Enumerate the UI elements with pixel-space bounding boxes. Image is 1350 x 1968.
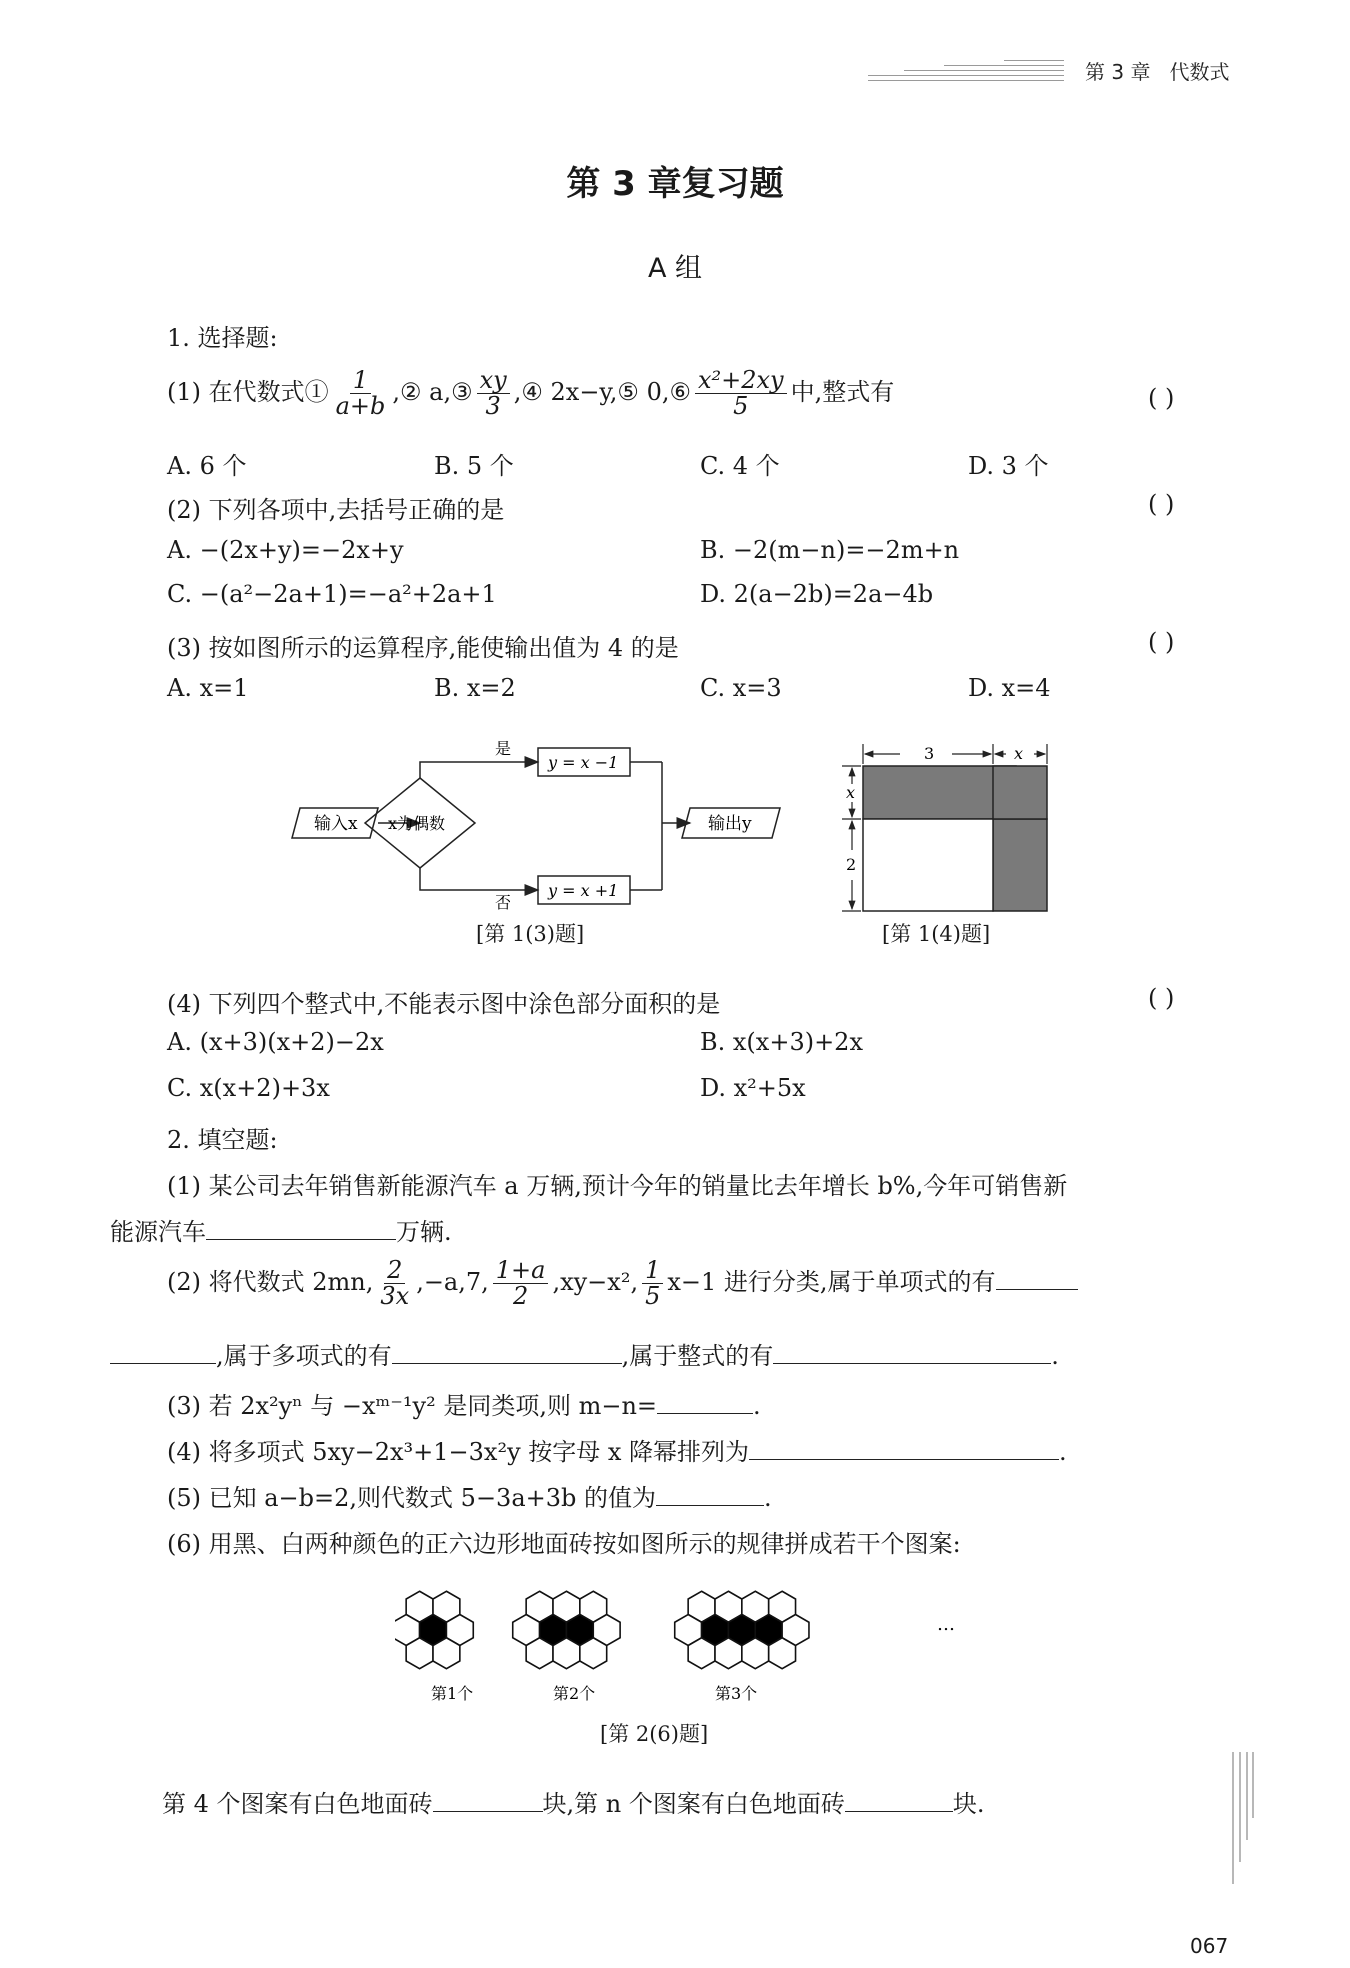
answer-paren[interactable]: ( ) bbox=[1148, 628, 1175, 656]
answer-blank[interactable] bbox=[110, 1341, 216, 1364]
white-tile bbox=[688, 1638, 715, 1669]
header-section: 代数式 bbox=[1169, 60, 1230, 84]
answer-paren[interactable]: ( ) bbox=[1148, 984, 1175, 1012]
option-c[interactable]: C. −(a²−2a+1)=−a²+2a+1 bbox=[167, 580, 497, 608]
dim-width-x: x bbox=[1014, 744, 1024, 763]
option-b[interactable]: B. x=2 bbox=[434, 674, 516, 702]
fraction: $\frac{xy}{3}$ bbox=[477, 368, 510, 419]
white-tile bbox=[715, 1638, 742, 1669]
flowchart-figure bbox=[270, 728, 810, 913]
answer-blank[interactable] bbox=[657, 1391, 753, 1414]
shaded-right bbox=[993, 819, 1047, 911]
option-d[interactable]: D. x=4 bbox=[968, 674, 1051, 702]
header-chapter: 第 3 章 bbox=[1085, 60, 1151, 84]
q2-6-final: 第 4 个图案有白色地面砖 块,第 n 个图案有白色地面砖 块. bbox=[162, 1790, 985, 1818]
answer-paren[interactable]: ( ) bbox=[1148, 490, 1175, 518]
flow-decision-label: x为偶数 bbox=[388, 814, 446, 833]
flow-yes-label: 是 bbox=[495, 739, 512, 758]
option-d[interactable]: D. 2(a−2b)=2a−4b bbox=[700, 580, 934, 608]
answer-paren[interactable]: ( ) bbox=[1148, 384, 1175, 412]
flow-bottom-box-label: y = x +1 bbox=[548, 881, 619, 900]
figure-caption: [第 1(4)题] bbox=[882, 922, 991, 946]
flow-input-label: 输入x bbox=[314, 814, 358, 834]
answer-blank[interactable] bbox=[845, 1789, 953, 1812]
q2-3: (3) 若 2x²yⁿ 与 −xᵐ⁻¹y² 是同类项,则 m−n= . bbox=[167, 1392, 761, 1420]
flow-no-label: 否 bbox=[495, 893, 512, 912]
flow-top-box-label: y = x −1 bbox=[548, 753, 619, 772]
q1-4-stem: (4) 下列四个整式中,不能表示图中涂色部分面积的是 bbox=[167, 990, 721, 1018]
option-a[interactable]: A. −(2x+y)=−2x+y bbox=[167, 536, 404, 564]
option-c[interactable]: C. x(x+2)+3x bbox=[167, 1074, 330, 1102]
pattern-label-2: 第2个 bbox=[553, 1684, 596, 1703]
answer-blank[interactable] bbox=[392, 1341, 622, 1364]
q2-2-line1: (2) 将代数式 2mn, $\frac{2}{3x}$ ,−a,7, $\frac{1+a}{2}$ ,xy−x², $\frac{1}{5}$ x−1 进行分类,属于单项式的有 bbox=[167, 1258, 1078, 1309]
answer-blank[interactable] bbox=[749, 1437, 1059, 1460]
page-number: 067 bbox=[1190, 1934, 1229, 1958]
white-tile bbox=[769, 1638, 796, 1669]
q2-1-line2: 能源汽车 万辆. bbox=[110, 1218, 452, 1246]
answer-blank[interactable] bbox=[433, 1789, 543, 1812]
white-region bbox=[863, 819, 993, 911]
option-a[interactable]: A. (x+3)(x+2)−2x bbox=[167, 1028, 384, 1056]
pattern-ellipsis: … bbox=[937, 1614, 955, 1635]
page-title: 第 3 章复习题 bbox=[566, 164, 784, 204]
answer-blank[interactable] bbox=[656, 1483, 764, 1506]
pattern-label-1: 第1个 bbox=[431, 1684, 474, 1703]
white-tile bbox=[580, 1638, 607, 1669]
group-heading: A 组 bbox=[647, 253, 703, 284]
q2-1-line1: (1) 某公司去年销售新能源汽车 a 万辆,预计今年的销量比去年增长 b%,今年可销售新 bbox=[167, 1172, 1068, 1200]
shaded-corner bbox=[993, 766, 1047, 819]
answer-blank[interactable] bbox=[996, 1267, 1078, 1290]
option-d[interactable]: D. x²+5x bbox=[700, 1074, 806, 1102]
q2-5: (5) 已知 a−b=2,则代数式 5−3a+3b 的值为 . bbox=[167, 1484, 772, 1512]
hexagon-pattern-figure bbox=[395, 1578, 955, 1708]
white-tile bbox=[406, 1638, 433, 1669]
white-tile bbox=[742, 1638, 769, 1669]
area-figure bbox=[840, 738, 1060, 916]
figure-caption: [第 2(6)题] bbox=[600, 1722, 709, 1746]
white-tile bbox=[553, 1638, 580, 1669]
dim-height-2: 2 bbox=[846, 855, 857, 874]
fraction: $\frac{2}{3x}$ bbox=[380, 1256, 410, 1311]
q1-3-stem: (3) 按如图所示的运算程序,能使输出值为 4 的是 bbox=[167, 634, 679, 662]
q1-2-stem: (2) 下列各项中,去括号正确的是 bbox=[167, 496, 505, 524]
white-tile bbox=[526, 1638, 553, 1669]
option-c[interactable]: C. 4 个 bbox=[700, 452, 780, 480]
option-b[interactable]: B. 5 个 bbox=[434, 452, 514, 480]
figure-caption: [第 1(3)题] bbox=[476, 922, 585, 946]
pattern-label-3: 第3个 bbox=[715, 1684, 758, 1703]
q2-heading: 2. 填空题: bbox=[167, 1126, 278, 1154]
flow-output-label: 输出y bbox=[708, 814, 752, 834]
option-d[interactable]: D. 3 个 bbox=[968, 452, 1049, 480]
running-header bbox=[1085, 56, 1230, 85]
option-a[interactable]: A. x=1 bbox=[167, 674, 249, 702]
margin-rule bbox=[1232, 1752, 1256, 1884]
dim-width-3: 3 bbox=[924, 744, 935, 763]
q2-6-stem: (6) 用黑、白两种颜色的正六边形地面砖按如图所示的规律拼成若干个图案: bbox=[167, 1530, 961, 1558]
fraction: $\frac{1}{5}$ bbox=[642, 1258, 663, 1309]
fraction: $\frac{1+a}{2}$ bbox=[493, 1258, 549, 1309]
white-tile bbox=[433, 1638, 460, 1669]
q2-4: (4) 将多项式 5xy−2x³+1−3x²y 按字母 x 降幂排列为 . bbox=[167, 1438, 1067, 1466]
header-rule bbox=[868, 60, 1064, 82]
option-b[interactable]: B. −2(m−n)=−2m+n bbox=[700, 536, 960, 564]
fraction: $\frac{\text{x²+2xy}}{5}$ bbox=[695, 368, 787, 419]
fraction: $\frac{1}{a+b}$ bbox=[335, 366, 386, 421]
dim-height-x: x bbox=[846, 783, 856, 802]
option-b[interactable]: B. x(x+3)+2x bbox=[700, 1028, 863, 1056]
answer-blank[interactable] bbox=[773, 1341, 1051, 1364]
answer-blank[interactable] bbox=[206, 1217, 396, 1240]
q1-1-stem: (1) 在代数式① $\frac{1}{a+b}$ ,② a,③ $\frac{xy}{3}$ ,④ 2x−y,⑤ 0,⑥ $\frac{\text{x²+2xy}}{5}$ 中,整式有 bbox=[167, 366, 895, 421]
option-c[interactable]: C. x=3 bbox=[700, 674, 782, 702]
option-a[interactable]: A. 6 个 bbox=[167, 452, 247, 480]
q2-2-line2: ,属于多项式的有 ,属于整式的有 . bbox=[110, 1336, 1059, 1371]
q1-heading: 1. 选择题: bbox=[167, 324, 278, 352]
